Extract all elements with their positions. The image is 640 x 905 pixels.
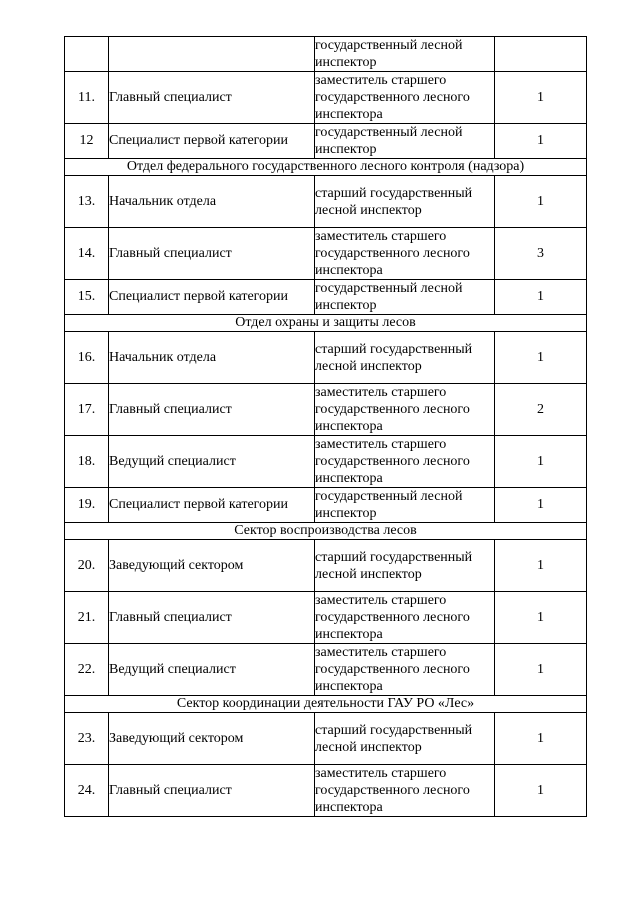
staff-count: [495, 37, 587, 72]
section-row: [65, 315, 587, 332]
section-row: [65, 696, 587, 713]
position-name: Заведующий сектором: [109, 713, 315, 765]
table-row: [65, 765, 587, 817]
row-number: 15.: [65, 280, 109, 315]
row-number: 24.: [65, 765, 109, 817]
position-name: [109, 37, 315, 72]
row-number: 12: [65, 124, 109, 159]
inspector-title: заместитель старшего государственного лесного инспектора: [315, 436, 495, 488]
table-row: [65, 644, 587, 696]
row-number: 11.: [65, 72, 109, 124]
inspector-title: заместитель старшего государственного лесного инспектора: [315, 384, 495, 436]
position-name: Ведущий специалист: [109, 644, 315, 696]
section-title: Сектор координации деятельности ГАУ РО «Лес»: [65, 696, 587, 713]
row-number: 23.: [65, 713, 109, 765]
inspector-title: старший государственный лесной инспектор: [315, 176, 495, 228]
position-name: Ведущий специалист: [109, 436, 315, 488]
inspector-title: государственный лесной инспектор: [315, 124, 495, 159]
inspector-title: государственный лесной инспектор: [315, 37, 495, 72]
position-name: Начальник отдела: [109, 332, 315, 384]
table-row: [65, 176, 587, 228]
staff-count: 1: [495, 592, 587, 644]
section-title: Отдел охраны и защиты лесов: [65, 315, 587, 332]
table-row: [65, 384, 587, 436]
inspector-title: заместитель старшего государственного лесного инспектора: [315, 644, 495, 696]
section-row: [65, 523, 587, 540]
inspector-title: заместитель старшего государственного лесного инспектора: [315, 592, 495, 644]
section-title: Сектор воспроизводства лесов: [65, 523, 587, 540]
inspector-title: старший государственный лесной инспектор: [315, 332, 495, 384]
row-number: 18.: [65, 436, 109, 488]
table-row: [65, 37, 587, 72]
position-name: Специалист первой категории: [109, 124, 315, 159]
position-name: Главный специалист: [109, 228, 315, 280]
position-name: Заведующий сектором: [109, 540, 315, 592]
table-row: [65, 488, 587, 523]
staff-count: 1: [495, 540, 587, 592]
inspector-title: заместитель старшего государственного лесного инспектора: [315, 72, 495, 124]
row-number: 22.: [65, 644, 109, 696]
staff-count: 1: [495, 713, 587, 765]
inspector-title: заместитель старшего государственного лесного инспектора: [315, 765, 495, 817]
staff-count: 3: [495, 228, 587, 280]
table-row: [65, 280, 587, 315]
position-name: Главный специалист: [109, 384, 315, 436]
staff-count: 1: [495, 644, 587, 696]
inspector-title: государственный лесной инспектор: [315, 280, 495, 315]
position-name: Специалист первой категории: [109, 488, 315, 523]
staff-table: [64, 36, 587, 817]
staff-count: 1: [495, 124, 587, 159]
inspector-title: старший государственный лесной инспектор: [315, 540, 495, 592]
staff-count: 1: [495, 280, 587, 315]
staff-count: 1: [495, 332, 587, 384]
row-number: 17.: [65, 384, 109, 436]
staff-count: 1: [495, 488, 587, 523]
row-number: 13.: [65, 176, 109, 228]
inspector-title: старший государственный лесной инспектор: [315, 713, 495, 765]
table-row: [65, 436, 587, 488]
position-name: Главный специалист: [109, 72, 315, 124]
table-row: [65, 592, 587, 644]
staff-count: 2: [495, 384, 587, 436]
section-title: Отдел федерального государственного лесного контроля (надзора): [65, 159, 587, 176]
staff-count: 1: [495, 765, 587, 817]
table-row: [65, 332, 587, 384]
staff-count: 1: [495, 176, 587, 228]
inspector-title: заместитель старшего государственного лесного инспектора: [315, 228, 495, 280]
row-number: 19.: [65, 488, 109, 523]
section-row: [65, 159, 587, 176]
inspector-title: государственный лесной инспектор: [315, 488, 495, 523]
position-name: Начальник отдела: [109, 176, 315, 228]
staff-count: 1: [495, 72, 587, 124]
table-row: [65, 124, 587, 159]
table-row: [65, 72, 587, 124]
position-name: Главный специалист: [109, 592, 315, 644]
row-number: 16.: [65, 332, 109, 384]
row-number: 14.: [65, 228, 109, 280]
row-number: 21.: [65, 592, 109, 644]
table-row: [65, 540, 587, 592]
position-name: Главный специалист: [109, 765, 315, 817]
row-number: 20.: [65, 540, 109, 592]
staff-count: 1: [495, 436, 587, 488]
position-name: Специалист первой категории: [109, 280, 315, 315]
row-number: [65, 37, 109, 72]
table-row: [65, 713, 587, 765]
table-row: [65, 228, 587, 280]
